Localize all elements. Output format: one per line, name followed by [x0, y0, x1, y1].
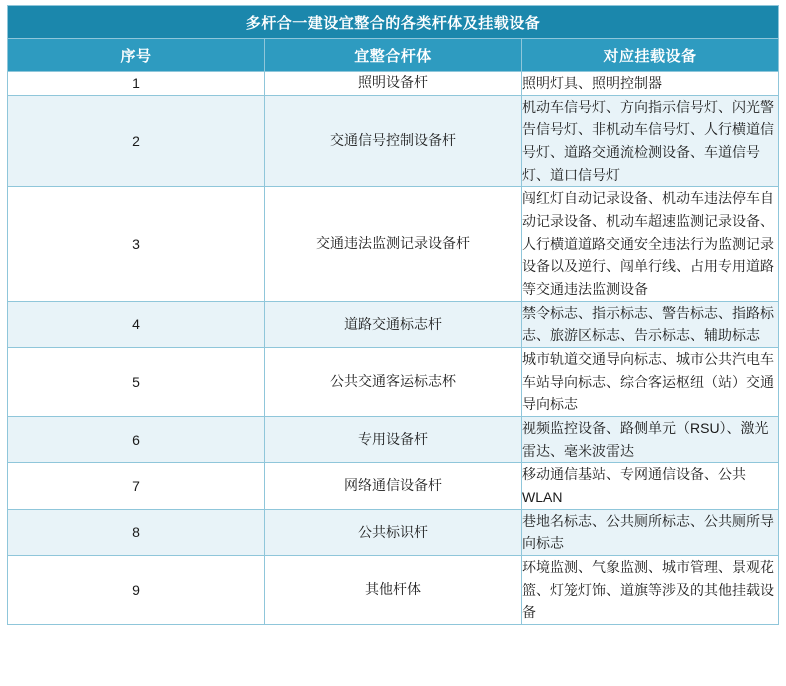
row-pole: 公共标识杆 [265, 509, 522, 555]
row-equipment: 移动通信基站、专网通信设备、公共 WLAN [522, 463, 779, 509]
table-row [8, 509, 779, 555]
table-row [8, 348, 779, 417]
row-equipment: 巷地名标志、公共厕所标志、公共厕所导向标志 [522, 509, 779, 555]
table-title-row [8, 6, 779, 39]
table-row [8, 556, 779, 625]
row-equipment: 视频监控设备、路侧单元（RSU）、激光雷达、毫米波雷达 [522, 417, 779, 463]
table-container [7, 5, 779, 625]
row-equipment: 照明灯具、照明控制器 [522, 72, 779, 96]
row-index: 1 [8, 72, 265, 96]
table-row [8, 417, 779, 463]
row-pole: 交通违法监测记录设备杆 [265, 187, 522, 301]
row-index: 2 [8, 95, 265, 187]
row-equipment: 机动车信号灯、方向指示信号灯、闪光警告信号灯、非机动车信号灯、人行横道信号灯、道路交通流检测设备、车道信号灯、道口信号灯 [522, 95, 779, 187]
row-pole: 公共交通客运标志杯 [265, 348, 522, 417]
table-row [8, 463, 779, 509]
table-row [8, 301, 779, 347]
table-row [8, 72, 779, 96]
row-pole: 网络通信设备杆 [265, 463, 522, 509]
column-header-pole: 宜整合杆体 [265, 39, 522, 72]
row-equipment: 禁令标志、指示标志、警告标志、指路标志、旅游区标志、告示标志、辅助标志 [522, 301, 779, 347]
row-equipment: 闯红灯自动记录设备、机动车违法停车自动记录设备、机动车超速监测记录设备、人行横道道路交通安全违法行为监测记录设备以及逆行、闯单行线、占用专用道路等交通违法监测设备 [522, 187, 779, 301]
row-equipment: 环境监测、气象监测、城市管理、景观花篮、灯笼灯饰、道旗等涉及的其他挂载设备 [522, 556, 779, 625]
row-index: 5 [8, 348, 265, 417]
table-row [8, 95, 779, 187]
row-pole: 专用设备杆 [265, 417, 522, 463]
table-header-row [8, 39, 779, 72]
column-header-equipment: 对应挂载设备 [522, 39, 779, 72]
row-index: 4 [8, 301, 265, 347]
row-pole: 其他杆体 [265, 556, 522, 625]
row-index: 8 [8, 509, 265, 555]
row-index: 9 [8, 556, 265, 625]
table-title: 多杆合一建设宜整合的各类杆体及挂载设备 [8, 6, 779, 39]
table-row [8, 187, 779, 301]
row-equipment: 城市轨道交通导向标志、城市公共汽电车车站导向标志、综合客运枢纽（站）交通导向标志 [522, 348, 779, 417]
row-index: 3 [8, 187, 265, 301]
row-pole: 交通信号控制设备杆 [265, 95, 522, 187]
row-pole: 道路交通标志杆 [265, 301, 522, 347]
row-pole: 照明设备杆 [265, 72, 522, 96]
pole-integration-table [7, 5, 779, 625]
column-header-index: 序号 [8, 39, 265, 72]
row-index: 7 [8, 463, 265, 509]
row-index: 6 [8, 417, 265, 463]
